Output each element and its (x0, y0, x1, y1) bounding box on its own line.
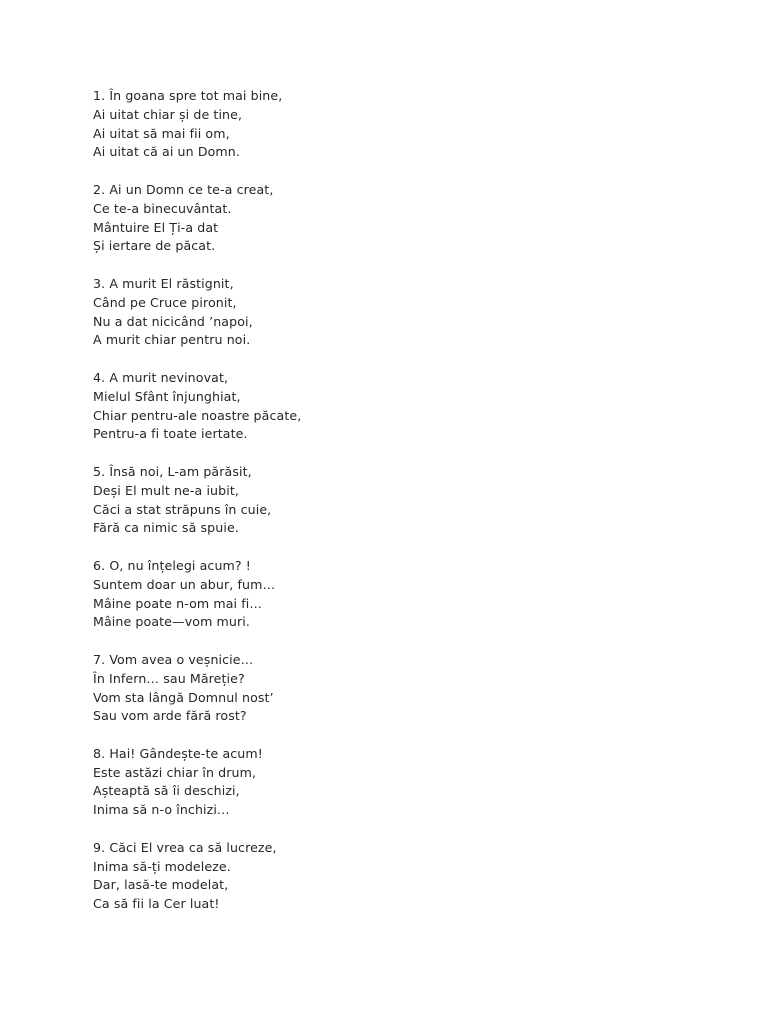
stanza-8 (93, 745, 693, 820)
stanza-1 (93, 87, 693, 162)
poem-line: În Infern… sau Măreție? (93, 670, 245, 686)
stanza-2 (93, 181, 693, 256)
poem-line: 6. O, nu înțelegi acum? ! (93, 557, 251, 573)
poem-line: 3. A murit El răstignit, (93, 275, 234, 291)
poem-line: Inima să n-o închizi… (93, 802, 230, 818)
poem-line: Ai uitat să mai fii om, (93, 125, 230, 141)
poem-line: Ai uitat că ai un Domn. (93, 144, 240, 160)
poem-line: Sau vom arde fără rost? (93, 708, 247, 724)
poem-line: Fără ca nimic să spuie. (93, 520, 239, 536)
poem-line: Așteaptă să îi deschizi, (93, 783, 240, 799)
poem-line: Este astăzi chiar în drum, (93, 764, 257, 780)
poem-line: Deși El mult ne-a iubit, (93, 482, 239, 498)
poem-line: 1. În goana spre tot mai bine, (93, 88, 283, 103)
poem-line: A murit chiar pentru noi. (93, 332, 251, 348)
poem-line: Dar, lasă-te modelat, (93, 877, 229, 893)
poem-line: 2. Ai un Domn ce te-a creat, (93, 181, 274, 197)
poem-line: Mâine poate n-om mai fi… (93, 595, 263, 611)
poem-line: 9. Căci El vrea ca să lucreze, (93, 839, 277, 855)
poem-line: 8. Hai! Gândește-te acum! (93, 745, 263, 761)
stanza-9 (93, 839, 693, 914)
stanza-6 (93, 557, 693, 632)
poem-line: Chiar pentru-ale noastre păcate, (93, 407, 302, 423)
poem-line: Mântuire El Ți-a dat (93, 219, 219, 235)
stanza-5 (93, 463, 693, 538)
poem-line: Ce te-a binecuvântat. (93, 200, 232, 216)
poem-line: Mâine poate—vom muri. (93, 614, 250, 630)
poem-body (93, 87, 693, 933)
poem-line: 7. Vom avea o veșnicie… (93, 651, 254, 667)
stanza-4 (93, 369, 693, 444)
poem-line: Pentru-a fi toate iertate. (93, 426, 248, 442)
poem-line: Ca să fii la Cer luat! (93, 896, 220, 912)
stanza-3 (93, 275, 693, 350)
poem-line: Vom sta lângă Domnul nost’ (93, 689, 274, 705)
poem-line: Căci a stat străpuns în cuie, (93, 501, 272, 517)
poem-line: 5. Însă noi, L-am părăsit, (93, 463, 252, 479)
poem-line: Și iertare de păcat. (93, 238, 216, 254)
poem-line: Nu a dat nicicând ’napoi, (93, 313, 253, 329)
poem-line: Suntem doar un abur, fum… (93, 576, 276, 592)
poem-line: Ai uitat chiar și de tine, (93, 106, 243, 122)
poem-line: Când pe Cruce pironit, (93, 294, 237, 310)
stanza-7 (93, 651, 693, 726)
poem-line: 4. A murit nevinovat, (93, 369, 229, 385)
poem-line: Inima să-ți modeleze. (93, 858, 231, 874)
poem-line: Mielul Sfânt înjunghiat, (93, 388, 241, 404)
